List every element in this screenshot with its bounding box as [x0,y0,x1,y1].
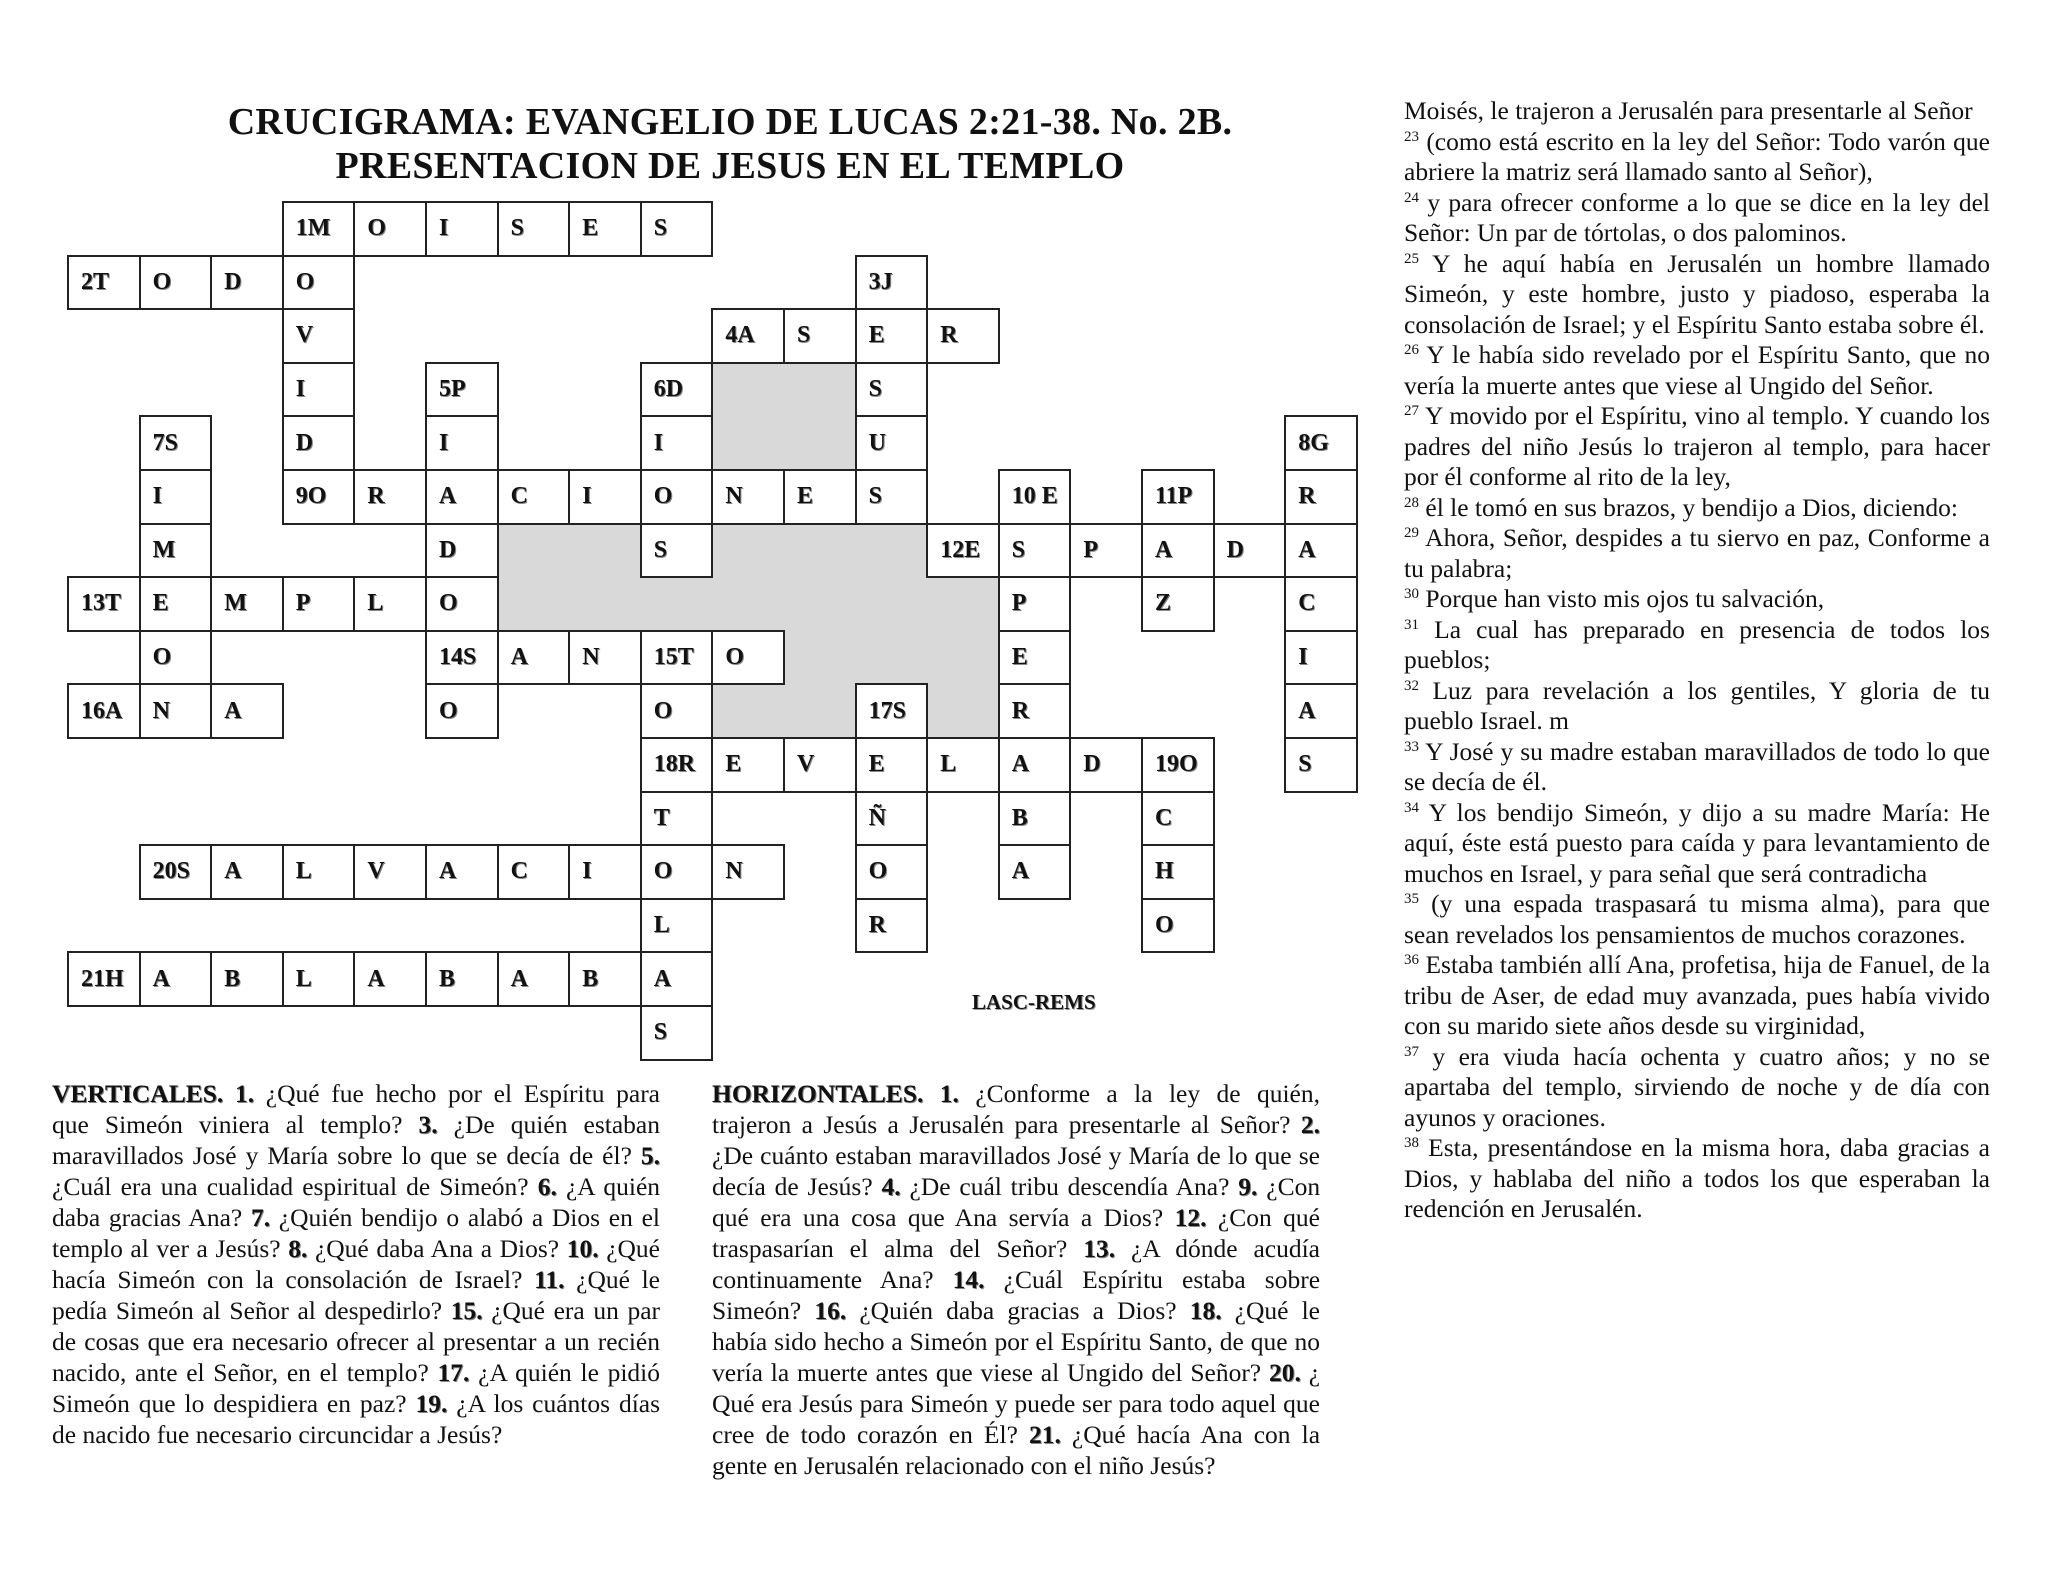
verse [1404,889,1990,950]
verse-text: Luz para revelación a los gentiles, Y gloria de tu pueblo Israel. m [1404,675,1990,735]
crossword-cell: S [640,523,714,579]
clue-number: 19. [415,1389,448,1418]
crossword-cell: C [1141,791,1215,847]
crossword-cell: R [353,469,427,525]
horizontal-clues [712,1078,1320,1481]
shaded-block [926,630,999,685]
crossword-cell: 11P [1141,469,1215,525]
clue-text: ¿Qué hacía Ana con la gente en Jerusalén relacionado con el niño Jesús? [712,1420,1321,1480]
crossword-cell: R [855,898,929,954]
shaded-block [497,576,570,631]
verse-number: 29 [1404,525,1419,541]
verse [1404,950,1990,1042]
crossword-cell: D [210,255,284,311]
crossword-cell: D [425,523,499,579]
crossword-cell: S [1284,737,1358,793]
verse-text: (y una espada traspasará tu misma alma), para que sean revelados los pensamientos de muchos corazones. [1404,889,1990,949]
clue-text: ¿Qué fue hecho por el Espíritu para que Simeón viniera al templo? [52,1079,661,1139]
crossword-cell: 3J [855,255,929,311]
crossword-cell: U [855,415,929,471]
shaded-block [711,523,784,578]
crossword-cell: D [282,415,356,471]
crossword-cell: 15T [640,630,714,686]
clue-number: 7. [250,1203,271,1232]
crossword-cell: N [568,630,642,686]
verse-number: 31 [1404,616,1419,633]
crossword-cell: P [282,576,356,632]
clue-number: 8. [288,1234,308,1263]
crossword-cell: O [640,469,714,525]
verse-text: él le tomó en sus brazos, y bendijo a Dios, diciendo: [1425,492,1958,522]
crossword-cell: 19O [1141,737,1215,793]
verse-number: 25 [1404,250,1419,267]
clue-number: 1. [234,1079,255,1108]
clue-text: ¿Conforme a la ley de quién, trajeron a Jesús a Jerusalén para presentarle al Señor? [712,1079,1321,1139]
clue-number: 4. [881,1172,901,1201]
crossword-cell: C [497,469,571,525]
shaded-block [711,683,784,738]
vertical-clues [52,1078,660,1450]
crossword-cell: E [998,630,1072,686]
crossword-cell: C [497,844,571,900]
shaded-block [783,523,856,578]
crossword-cell: O [711,630,785,686]
crossword-cell: S [998,523,1072,579]
verse-number: 28 [1404,494,1419,511]
verse-text: Moisés, le trajeron a Jerusalén para presentarle al Señor [1404,96,1973,125]
clue-number: 14. [952,1265,985,1294]
credit-label: LASC-REMS [972,990,1096,1014]
clue-number: 13. [1083,1234,1116,1263]
verse [1404,96,1990,127]
clue-number: 6. [537,1172,557,1201]
verse-text: (como está escrito en la ley del Señor: Todo varón que abriere la matriz será llamado santo al Señor), [1404,126,1990,186]
verse-number: 32 [1404,677,1419,694]
crossword-cell: Ñ [855,791,929,847]
verse [1404,249,1990,341]
verse-number: 34 [1404,799,1419,816]
verse-text: Estaba también allí Ana, profetisa, hija de Fanuel, de la tribu de Aser, de edad muy avanzada, pues había vivido con su marido siete años desde su virginidad, [1404,950,1991,1040]
crossword-cell: E [855,308,929,364]
crossword-cell: L [640,898,714,954]
shaded-block [926,683,999,738]
clue-text: ¿Qué hacía Simeón con la consolación de Israel? [52,1234,661,1294]
crossword-cell: B [998,791,1072,847]
shaded-block [783,576,856,631]
clue-text: ¿A quién daba gracias Ana? [52,1172,661,1232]
clue-text: ¿ Qué era Jesús para Simeón y puede ser para todo aquel que cree de todo corazón en Él? [712,1358,1321,1449]
verse [1404,584,1990,615]
crossword-cell: I [568,844,642,900]
shaded-block [783,630,856,685]
crossword-cell: L [282,844,356,900]
verse-text: Esta, presentándose en la misma hora, daba gracias a Dios, y hablaba del niño a todos los que esperaban la redención en Jerusalén. [1404,1133,1990,1223]
crossword-cell: T [640,791,714,847]
clue-number: 20. [1268,1358,1301,1387]
verse-number: 33 [1404,738,1419,755]
verse-number: 38 [1404,1135,1419,1151]
clue-number: 17. [437,1358,470,1387]
clue-text: ¿Cuál era una cualidad espiritual de Simeón? [52,1172,529,1201]
crossword-cell: 16A [67,683,141,739]
crossword-cell: S [855,362,929,418]
clue-number: 1. [939,1079,959,1108]
crossword-cell: L [353,576,427,632]
verse-number: 30 [1404,586,1419,602]
crossword-cell: L [926,737,1000,793]
clue-number: 11. [534,1265,565,1294]
shaded-block [568,576,641,631]
clue-text: ¿A los cuántos días de nacido fue necesario circuncidar a Jesús? [52,1389,661,1449]
crossword-cell: A [210,844,284,900]
crossword-cell: R [998,683,1072,739]
shaded-block [855,576,928,631]
verse-text: Porque han visto mis ojos tu salvación, [1425,584,1825,613]
verse-text: Y he aquí había en Jerusalén un hombre llamado Simeón, y este hombre, justo y piadoso, esperaba la consolación de Israel; y el Espíritu Santo estaba sobre él. [1404,248,1990,339]
clue-text: ¿De quién estaban maravillados José y María sobre lo que se decía de él? [52,1110,660,1170]
crossword-cell: O [425,576,499,632]
crossword-cell: A [640,951,714,1007]
verse [1404,127,1990,188]
crossword-cell: L [282,951,356,1007]
clue-number: 10. [566,1234,599,1263]
shaded-block [711,415,784,470]
crossword-cell: 13T [67,576,141,632]
vertical-heading: VERTICALES. [52,1079,224,1108]
crossword-cell: D [1213,523,1287,579]
verse [1404,798,1990,890]
crossword-cell: 12E [926,523,1000,579]
shaded-block [855,630,928,685]
crossword-cell: M [210,576,284,632]
verse-number: 36 [1404,952,1419,968]
crossword-cell: S [783,308,857,364]
clue-text: ¿Qué le había sido hecho a Simeón por el Espíritu Santo, de que no vería la muerte antes que viese al Ungido del Señor? [712,1296,1320,1387]
crossword-cell: E [139,576,213,632]
clue-text: ¿Con qué traspasarían el alma del Señor? [712,1203,1320,1263]
shaded-block [783,362,856,417]
verse [1404,493,1990,524]
clue-number: 16. [814,1296,847,1325]
crossword-cell: V [282,308,356,364]
crossword-cell: D [1069,737,1143,793]
crossword-cell: V [353,844,427,900]
title-line-2: PRESENTACION DE JESUS EN EL TEMPLO [335,145,1125,187]
verse [1404,523,1990,584]
crossword-cell: 6D [640,362,714,418]
shaded-block [497,523,570,578]
verse-number: 24 [1404,189,1419,206]
crossword-cell: O [425,683,499,739]
clue-text: ¿Cuál Espíritu estaba sobre Simeón? [712,1265,1321,1325]
crossword-cell: 17S [855,683,929,739]
crossword-cell: 5P [425,362,499,418]
verse [1404,676,1990,737]
shaded-block [711,362,784,417]
crossword-cell: M [139,523,213,579]
crossword-cell: 4A [711,308,785,364]
clue-text: ¿Quién daba gracias a Dios? [859,1296,1177,1325]
crossword-cell: I [425,201,499,257]
crossword-cell: A [139,951,213,1007]
crossword-cell: S [497,201,571,257]
crossword-cell: P [1069,523,1143,579]
crossword-cell: A [497,630,571,686]
title-line-1: CRUCIGRAMA: EVANGELIO DE LUCAS 2:21-38. No. 2B. [227,101,1233,143]
crossword-cell: O [1141,898,1215,954]
clue-text: ¿Con qué era una cosa que Ana servía a Dios? [712,1172,1321,1232]
clue-number: 18. [1189,1296,1222,1325]
crossword-cell: O [353,201,427,257]
shaded-block [711,576,784,631]
crossword-cell: 8G [1284,415,1358,471]
crossword-cell: A [1284,683,1358,739]
crossword-cell: B [425,951,499,1007]
crossword-cell: B [568,951,642,1007]
crossword-cell: S [855,469,929,525]
verse [1404,737,1990,798]
verse-text: Y le había sido revelado por el Espíritu Santo, que no vería la muerte antes que viese al Ungido del Señor. [1404,340,1990,400]
clue-text: ¿Qué era un par de cosas que era necesario ofrecer al presentar a un recién nacido, ante el Señor, en el templo? [52,1296,661,1387]
crossword-cell: A [1284,523,1358,579]
crossword-cell: Z [1141,576,1215,632]
verse-number: 35 [1404,891,1419,907]
crossword-cell: 14S [425,630,499,686]
clue-text: ¿Quién bendijo o alabó a Dios en el templo al ver a Jesús? [52,1203,660,1263]
shaded-block [568,523,641,578]
crossword-cell: S [640,201,714,257]
crossword-cell: B [210,951,284,1007]
crossword-cell: A [353,951,427,1007]
crossword-cell: O [282,255,356,311]
clue-text: ¿De cuál tribu descendía Ana? [909,1172,1230,1201]
crossword-cell: E [568,201,642,257]
crossword-cell: 7S [139,415,213,471]
verse-text: Y José y su madre estaban maravillados de todo lo que se decía de él. [1404,736,1990,796]
crossword-cell: N [711,844,785,900]
clue-text: ¿Qué le pedía Simeón al Señor al despedirlo? [52,1265,660,1325]
crossword-cell: O [855,844,929,900]
crossword-cell: A [425,844,499,900]
verse [1404,340,1990,401]
verse-number: 37 [1404,1043,1419,1060]
clue-text: ¿A quién le pidió Simeón que lo despidiera en paz? [52,1358,661,1418]
crossword-cell: N [711,469,785,525]
verse-number: 26 [1404,342,1419,358]
shaded-block [640,576,713,631]
crossword-cell: E [711,737,785,793]
verse [1404,188,1990,249]
verse-text: Y los bendijo Simeón, y dijo a su madre María: He aquí, éste está puesto para caída y para levantamiento de muchos en Israel, y para señal que será contradicha [1404,797,1990,888]
scripture-passage [1404,96,1990,1225]
crossword-cell: R [926,308,1000,364]
verse [1404,1133,1990,1225]
crossword-cell: A [1141,523,1215,579]
crossword-cell: I [1284,630,1358,686]
verse-number: 23 [1404,128,1419,145]
crossword-cell: O [139,255,213,311]
verse [1404,1042,1990,1134]
crossword-cell: I [640,415,714,471]
crossword-cell: 2T [67,255,141,311]
crossword-grid [0,0,1400,1080]
verse [1404,615,1990,676]
verse-text: La cual has preparado en presencia de todos los pueblos; [1404,614,1990,674]
crossword-cell: S [640,1005,714,1061]
crossword-cell: 10 E [998,469,1072,525]
crossword-cell: A [998,737,1072,793]
crossword-cell: I [282,362,356,418]
clue-text: ¿De cuánto estaban maravillados José y María de lo que se decía de Jesús? [712,1141,1320,1201]
verse-text: Y movido por el Espíritu, vino al templo. Y cuando los padres del niño Jesús lo trajeron al templo, para hacer por él conforme al rito de la ley, [1404,401,1990,491]
shaded-block [783,683,856,738]
crossword-cell: I [139,469,213,525]
crossword-cell: R [1284,469,1358,525]
crossword-cell: E [783,469,857,525]
clue-number: 12. [1174,1203,1207,1232]
crossword-cell: A [998,844,1072,900]
clue-text: ¿Qué daba Ana a Dios? [314,1234,560,1263]
crossword-cell: 18R [640,737,714,793]
crossword-cell: A [497,951,571,1007]
verse [1404,401,1990,493]
clue-number: 5. [640,1141,661,1170]
crossword-cell: 1M [282,201,356,257]
crossword-cell: O [139,630,213,686]
verse-text: y para ofrecer conforme a lo que se dice en la ley del Señor: Un par de tórtolas, o dos palominos. [1404,187,1990,247]
horizontal-heading: HORIZONTALES. [712,1079,924,1108]
crossword-cell: A [210,683,284,739]
crossword-cell: 9O [282,469,356,525]
crossword-cell: H [1141,844,1215,900]
crossword-cell: C [1284,576,1358,632]
clue-number: 21. [1028,1420,1061,1449]
crossword-cell: 21H [67,951,141,1007]
crossword-cell: P [998,576,1072,632]
crossword-cell: O [640,844,714,900]
crossword-cell: I [425,415,499,471]
shaded-block [783,415,856,470]
verse-text: y era viuda hacía ochenta y cuatro años; y no se apartaba del templo, sirviendo de noche y de día con ayunos y oraciones. [1404,1041,1991,1132]
crossword-cell: A [425,469,499,525]
shaded-block [926,576,999,631]
clue-number: 9. [1238,1172,1258,1201]
shaded-block [855,523,928,578]
verse-number: 27 [1404,403,1419,419]
crossword-cell: I [568,469,642,525]
clue-number: 15. [450,1296,483,1325]
crossword-cell: 20S [139,844,213,900]
clue-number: 3. [418,1110,438,1139]
clue-text: ¿A dónde acudía continuamente Ana? [712,1234,1320,1294]
crossword-cell: E [855,737,929,793]
clue-number: 2. [1300,1110,1320,1139]
crossword-cell: V [783,737,857,793]
crossword-cell: N [139,683,213,739]
verse-text: Ahora, Señor, despides a tu siervo en paz, Conforme a tu palabra; [1404,523,1990,583]
crossword-cell: O [640,683,714,739]
